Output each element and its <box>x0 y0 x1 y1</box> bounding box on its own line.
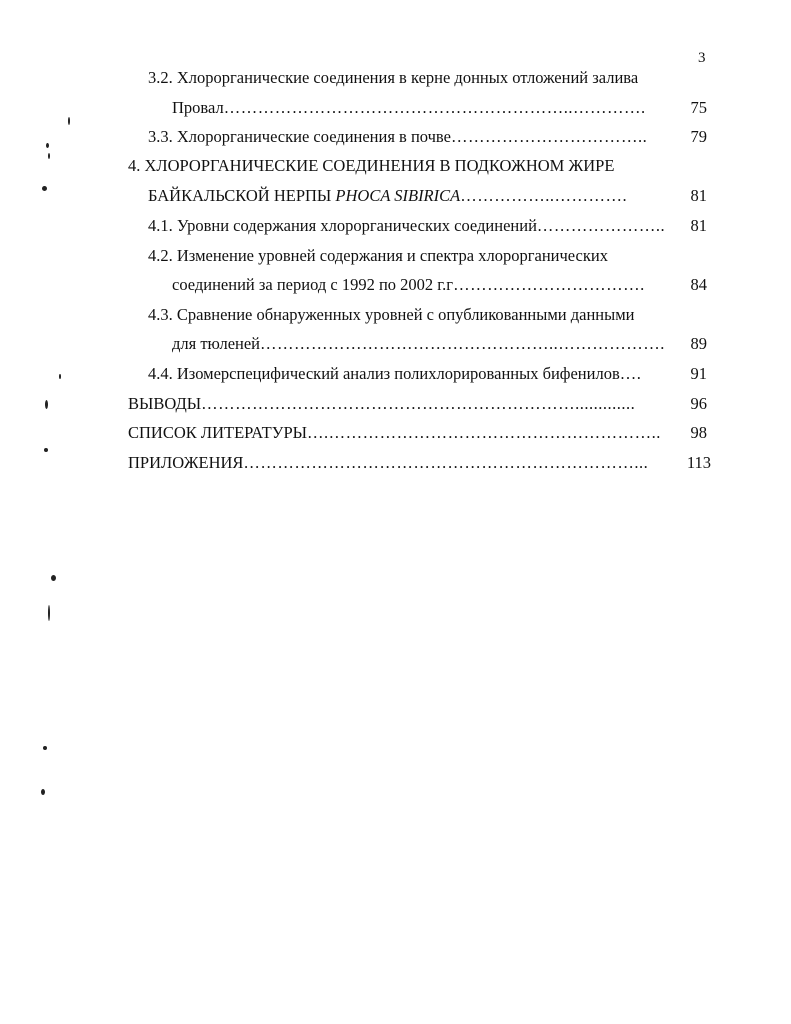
toc-leader: …………………………….. <box>450 127 648 146</box>
toc-entry-text: ПРИЛОЖЕНИЯ <box>128 453 244 472</box>
toc-page-number: 91 <box>690 364 707 383</box>
toc-leader: ……………………………………………………..…………. <box>223 98 646 117</box>
toc-entry-4-line2 <box>148 186 627 206</box>
toc-leader: ……………………………………………………………... <box>243 453 649 472</box>
page-number: 3 <box>698 50 706 66</box>
toc-entry-text: 4. ХЛОРОРГАНИЧЕСКИЕ СОЕДИНЕНИЯ В ПОДКОЖНОМ ЖИРЕ <box>128 156 615 175</box>
toc-page-number: 81 <box>690 186 707 205</box>
toc-entry-text: ВЫВОДЫ <box>128 394 202 413</box>
toc-entry-appendices <box>128 453 648 473</box>
toc-page-number: 84 <box>690 275 707 294</box>
scan-speck <box>41 789 45 795</box>
toc-entry-references <box>128 423 661 443</box>
toc-entry-4-3-line2 <box>172 334 665 354</box>
toc-page-number: 113 <box>686 453 711 472</box>
toc-entry-4-line1 <box>128 156 614 176</box>
toc-leader: ……………………………………………..………………. <box>260 334 665 353</box>
toc-entry-3-3 <box>148 127 647 147</box>
toc-page-number: 75 <box>690 98 707 117</box>
toc-entry-text: Провал <box>172 98 224 117</box>
toc-entry-3-2-line1 <box>148 68 638 88</box>
scan-speck <box>51 575 56 581</box>
toc-page-number: 98 <box>690 423 707 442</box>
toc-entry-text: 3.3. Хлорорганические соединения в почве <box>148 127 451 146</box>
toc-leader: …………………………………………………………............. <box>201 394 636 413</box>
toc-entry-4-2-line2 <box>172 275 645 295</box>
scan-speck <box>68 117 70 125</box>
toc-leader: ……………..…………. <box>460 186 628 205</box>
toc-entry-text: 4.1. Уровни содержания хлорорганических соединений <box>148 216 537 235</box>
toc-entry-text: для тюленей <box>172 334 261 353</box>
toc-entry-3-2-line2 <box>172 98 646 118</box>
toc-entry-text: 4.2. Изменение уровней содержания и спектра хлорорганических <box>148 246 608 265</box>
toc-entry-4-4 <box>148 364 641 384</box>
scan-speck <box>59 374 61 379</box>
scan-speck <box>46 143 49 148</box>
toc-entry-4-3-line1 <box>148 305 634 325</box>
toc-leader: …. <box>619 364 642 383</box>
scan-speck <box>43 746 47 750</box>
toc-entry-4-2-line1 <box>148 246 608 266</box>
toc-page-number: 96 <box>690 394 707 413</box>
scan-speck <box>45 400 48 409</box>
scan-speck <box>48 605 50 621</box>
toc-entry-conclusions <box>128 394 635 414</box>
toc-leader: ……………………………. <box>453 275 645 294</box>
toc-leader: ….………………………………………………….. <box>307 423 661 442</box>
toc-entry-4-1 <box>148 216 665 236</box>
toc-page-number: 79 <box>690 127 707 146</box>
toc-entry-text: 3.2. Хлорорганические соединения в керне донных отложений залива <box>148 68 639 87</box>
toc-page-number: 89 <box>690 334 707 353</box>
toc-entry-text: 4.3. Сравнение обнаруженных уровней с опубликованными данными <box>148 305 635 324</box>
scan-speck <box>42 186 47 191</box>
toc-entry-text: соединений за период с 1992 по 2002 г.г <box>172 275 454 294</box>
toc-entry-text: БАЙКАЛЬСКОЙ НЕРПЫ <box>148 186 336 205</box>
toc-leader: ………………….. <box>536 216 666 235</box>
toc-entry-text: СПИСОК ЛИТЕРАТУРЫ <box>128 423 308 442</box>
toc-entry-species-name: PHOCA SIBIRICA <box>335 186 461 205</box>
toc-page-number: 81 <box>690 216 707 235</box>
scan-speck <box>48 153 50 159</box>
scan-speck <box>44 448 48 452</box>
toc-entry-text: 4.4. Изомерспецифический анализ полихлорированных бифенилов <box>148 364 620 383</box>
